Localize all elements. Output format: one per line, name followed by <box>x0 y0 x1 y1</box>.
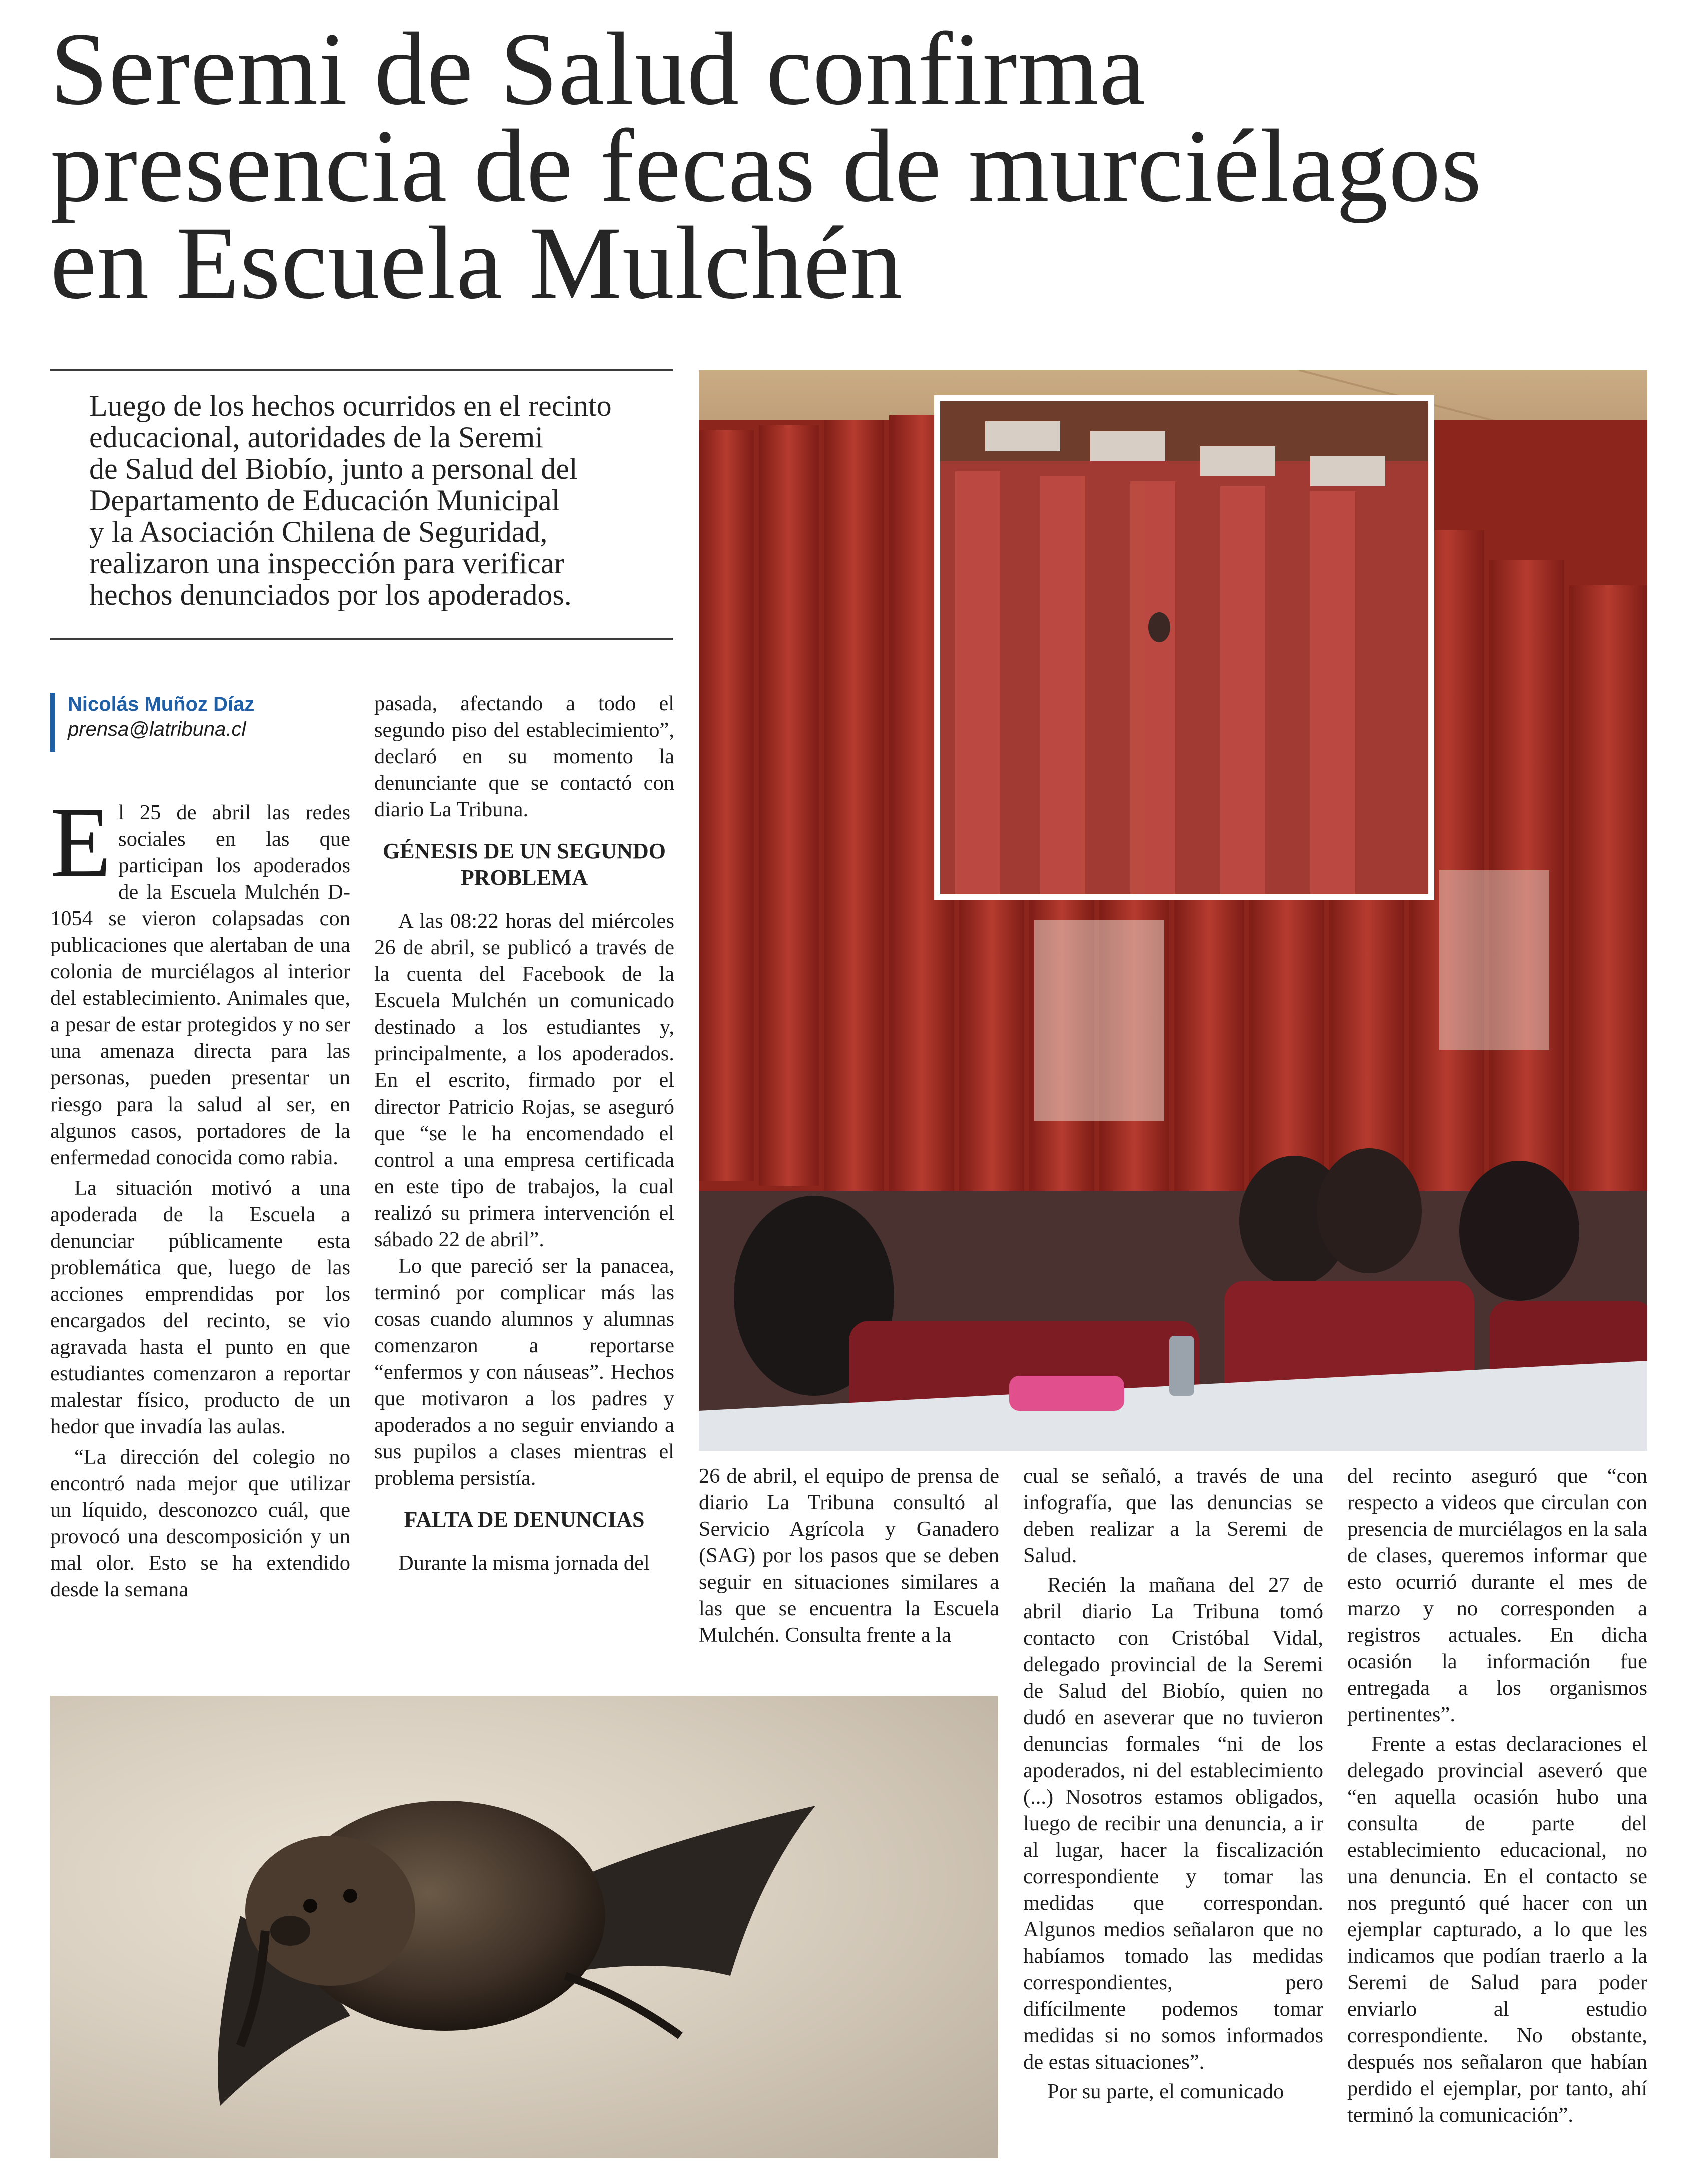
paragraph: pasada, afectando a todo el segundo piso del establecimiento”, declaró en su momento la denunciante que se contactó con diario La Tribuna. <box>374 692 674 821</box>
paragraph: Frente a estas declaraciones el delegado provincial aseveró que “en aquella ocasión hubo una consulta de parte del establecimiento educacional, no una denuncia. En el contacto se nos preguntó qué hacer con un ejemplar capturado, a lo que les indicamos que podían traerlo a la Seremi de Salud para poder enviarlo al estudio correspondiente. No obstante, después nos señalaron que habían perdido el ejemplar, por tanto, ahí terminó la comunicación”. <box>1347 1732 1647 2127</box>
paragraph: Por su parte, el comunicado <box>1047 2080 1284 2103</box>
lead-bottom-rule <box>50 638 673 640</box>
headline-line: Seremi de Salud confirma <box>50 11 1146 126</box>
article-column-2 <box>374 690 674 1576</box>
headline-line: presencia de fecas de murciélagos <box>50 108 1482 223</box>
headline-line: en Escuela Mulchén <box>50 205 903 320</box>
lead-line: Luego de los hechos ocurridos en el recinto <box>89 389 612 422</box>
lead-top-rule <box>50 369 673 371</box>
section-heading: FALTA DE DENUNCIAS <box>404 1507 645 1532</box>
curtain-closeup-illustration <box>940 401 1428 894</box>
paragraph: Lo que pareció ser la panacea, terminó por complicar más las cosas cuando alumnos y alumnas comenzaron a reportarse “enfermos y con náuseas”. Hechos que motivaron a los padres y apoderados a no seguir enviando a sus pupilos a clases mientras el problema persistía. <box>374 1254 674 1490</box>
paragraph: El 25 de abril las redes sociales en las que participan los apoderados de la Escuela Mulchén D-1054 se vieron colapsadas con publicaciones que alertaban de una colonia de murciélagos al interior del establecimiento. Animales que, a pesar de estar protegidos y no ser una amenaza directa para las personas, pueden presentar un riesgo para la salud al ser, en algunos casos, portadores de la enfermedad conocida como rabia. <box>50 787 350 1169</box>
paragraph: A las 08:22 horas del miércoles 26 de abril, se publicó a través de la cuenta del Facebook de la Escuela Mulchén un comunicado destinado a los estudiantes y, principalmente, a los apoderados. En el escrito, firmado por el director Patricio Rojas, se aseguró que “se le ha encomendado el control a una empresa certificada en este tipo de trabajos, la cual realizó su primera intervención el sábado 22 de abril”. <box>374 909 674 1251</box>
author-name: Nicolás Muñoz Díaz <box>68 693 255 715</box>
author-email[interactable]: prensa@latribuna.cl <box>68 718 246 740</box>
paragraph: del recinto aseguró que “con respecto a videos que circulan con presencia de murciélagos en la sala de clases, queremos informar que esto ocurrió durante el mes de marzo y no corresponden a registros actuales. En dicha ocasión la información fue entregada a los organismos pertinentes”. <box>1347 1464 1647 1726</box>
classroom-photo <box>699 370 1647 1451</box>
byline-accent-bar <box>50 693 55 752</box>
lead-line: realizaron una inspección para verificar <box>89 547 564 580</box>
lead-line: Departamento de Educación Municipal <box>89 484 560 517</box>
article-column-1 <box>50 787 350 1603</box>
paragraph: Recién la mañana del 27 de abril diario La Tribuna tomó contacto con Cristóbal Vidal, delegado provincial de la Seremi de Salud del Biobío, quien no dudó en aseverar que no tuvieron denuncias formales “ni de los apoderados, ni del establecimiento (...) Nosotros estamos obligados, luego de recibir una denuncia, a ir al lugar, hacer la fiscalización correspondiente y tomar las medidas que correspondan. Algunos medios señalaron que no habíamos tomado las medidas correspondientes, pero difícilmente podemos tomar medidas si no somos informados de estas situaciones”. <box>1023 1573 1323 2074</box>
paragraph: Durante la misma jornada del <box>398 1551 650 1575</box>
article-column-3 <box>699 1463 999 1648</box>
headline <box>50 11 1551 320</box>
bat-photo <box>50 1696 998 2158</box>
article-column-4 <box>1023 1463 1323 2105</box>
section-heading: GÉNESIS DE UN SEGUNDO PROBLEMA <box>382 839 666 890</box>
paragraph: “La dirección del colegio no encontró nada mejor que utilizar un líquido, desconozco cuál, que provocó una descomposición y un mal olor. Esto se ha extendido desde la semana <box>50 1445 350 1601</box>
lead-line: de Salud del Biobío, junto a personal del <box>89 452 578 485</box>
inset-photo-frame <box>934 395 1434 900</box>
paragraph: 26 de abril, el equipo de prensa de diario La Tribuna consultó al Servicio Agrícola y Ganadero (SAG) por los pasos que se deben seguir en situaciones similares a las que se encuentra la Escuela Mulchén. Consulta frente a la <box>699 1464 999 1647</box>
paragraph: La situación motivó a una apoderada de la Escuela a denunciar públicamente esta problemática que, luego de las acciones emprendidas por los encargados del recinto, se vio agravada hasta el punto en que estudiantes comenzaron a reportar malestar físico, producto de un hedor que invadía las aulas. <box>50 1176 350 1438</box>
lead-line: y la Asociación Chilena de Seguridad, <box>89 515 548 548</box>
lead-line: educacional, autoridades de la Seremi <box>89 421 543 454</box>
drop-cap: E <box>50 787 112 898</box>
article-column-5 <box>1347 1463 1647 2128</box>
lead-paragraph <box>89 390 659 611</box>
bat-illustration <box>50 1696 998 2158</box>
lead-line: hechos denunciados por los apoderados. <box>89 578 572 611</box>
paragraph: cual se señaló, a través de una infografía, que las denuncias se deben realizar a la Seremi de Salud. <box>1023 1464 1323 1567</box>
